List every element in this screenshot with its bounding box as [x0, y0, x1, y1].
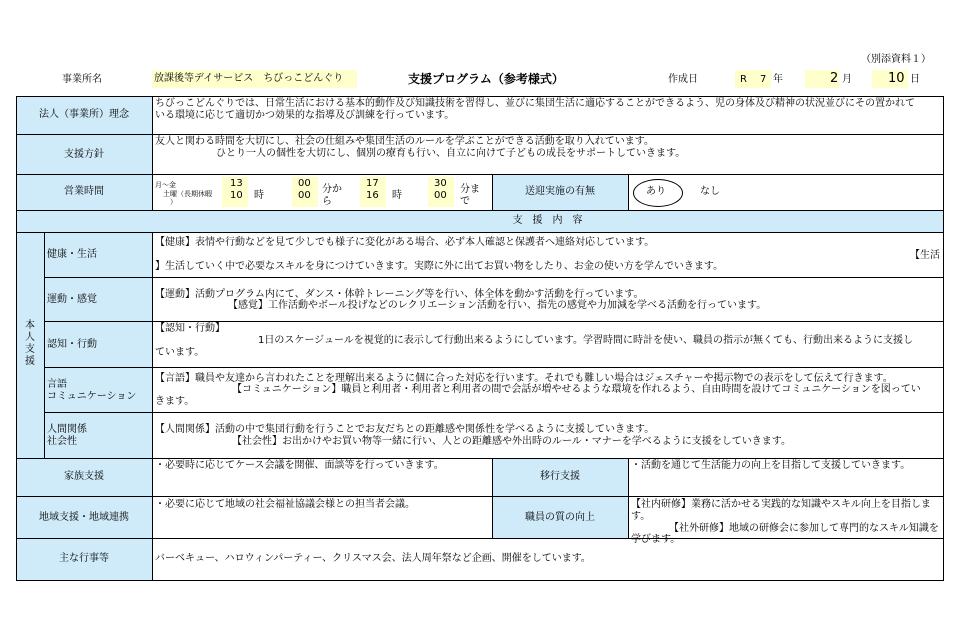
holiday-label: 土曜（長期休暇	[163, 190, 212, 198]
family-text: ・必要時に応じてケース会議を開催、面談等を行っていきます。	[155, 460, 444, 471]
holiday-end-hour: 16	[366, 190, 379, 201]
from-label-1: 分か	[322, 184, 342, 195]
cognition-text-1: 【認知・行動】	[155, 323, 225, 334]
hours-label: 営業時間	[64, 186, 104, 197]
staff-text-clip	[629, 497, 943, 545]
grid-line	[44, 277, 943, 278]
grid-line	[492, 458, 493, 538]
annex-label: （別添資料１）	[861, 54, 931, 65]
language-text-1: 【言語】職員や友達から言われたことを理解出来るように個に合った対応を行います。それでも難しい場合はジェスチャーや掲示物での表示をして伝えて行きます。	[155, 373, 893, 384]
grid-line	[16, 174, 943, 175]
cognition-text-2: 1日のスケージュールを視覚的に表示して行動出来るようにしています。学習時間に時計を使い、職員の指示が無くても、行動出来るように支援し	[258, 335, 913, 346]
language-text-2: 【コミュニケーション】職員と利用者・利用者と利用者の間で会話が増やせるような環境を作れるよう、自由時間を設けてコミュニケーションを図ってい	[232, 384, 921, 395]
until-label-1: 分ま	[460, 184, 480, 195]
grid-line	[16, 538, 943, 539]
transition-label: 移行支援	[540, 471, 580, 482]
motor-text-1: 【運動】活動プログラム内にて、ダンス・体幹トレーニング等を行い、体全体を動かす活動を行っています。	[155, 289, 644, 300]
grid-line	[152, 96, 153, 210]
motor-text-2: 【感覚】工作活動やボール投げなどのレクリエーション活動を行い、指先の感覚や力加減を学べる活動を行っています。	[228, 300, 767, 311]
transport-label: 送迎実施の有無	[525, 186, 595, 197]
hour-unit-2: 時	[392, 190, 402, 201]
transport-no: なし	[700, 186, 720, 197]
grid-line	[16, 232, 943, 233]
date-era: R	[740, 74, 747, 85]
philosophy-text-1: ちびっこどんぐりでは、日常生活における基本的動作及び知識技術を習得し、並びに集団生活に適応することができるよう、児の身体及び精神の状況並びにその置かれて	[155, 98, 915, 109]
date-year-unit: 年	[773, 74, 783, 85]
grid-line	[16, 134, 943, 135]
personal-support-label	[24, 320, 36, 368]
philosophy-text-2: いる環境に応じて適切かつ効果的な指導及び訓練を行っています。	[155, 110, 455, 121]
health-text-tail: 【生活	[910, 250, 940, 261]
office-name: 放課後等デイサービス ちびっこどんぐり	[152, 70, 357, 88]
grid-line	[44, 367, 943, 368]
policy-text-2: ひとり一人の個性を大切にし、個別の療育も行い、自立に向けて子どもの成長をサポートしていきます。	[216, 148, 686, 159]
grid-line	[943, 96, 944, 581]
date-month: 2	[830, 71, 839, 86]
holiday-start-hour: 10	[230, 190, 243, 201]
hour-unit-1: 時	[254, 190, 264, 201]
philosophy-label: 法人（事業所）理念	[39, 109, 129, 120]
staff-text-2: す。	[631, 511, 651, 522]
community-text: ・必要に応じて地域の社会福祉協議会様との担当者会議。	[155, 499, 415, 510]
page-title: 支援プログラム（参考様式）	[408, 72, 564, 86]
weekday-end-hour: 17	[366, 178, 379, 189]
holiday-label-close: ）	[170, 198, 177, 206]
staff-text-4: 学びます。	[631, 534, 681, 545]
health-text-1: 【健康】表情や行動などを見て少しでも様子に変化がある場合、必ず本人確認と保護者へ連絡対応しています。	[155, 237, 655, 248]
date-month-unit: 月	[842, 74, 852, 85]
policy-text-1: 友人と関わる時間を大切にし、社会の仕組みや集団生活のルールを学ぶことができる活動を取り入れています。	[155, 136, 654, 147]
holiday-end-minute: 00	[434, 190, 447, 201]
personal-support-char: 本	[25, 320, 35, 331]
cognition-text-3: ています。	[155, 347, 205, 358]
social-label-2: 社会性	[47, 436, 77, 447]
health-text-2: 】生活していく中で必要なスキルを身につけていきます。実際に外に出てお買い物をしたり、お金の使い方を学んでいきます。	[155, 261, 724, 272]
staff-text-3: 【社外研修】地域の研修会に参加して専門的なスキル知識を	[669, 523, 939, 534]
transport-yes: あり	[646, 186, 666, 197]
grid-line	[16, 210, 943, 211]
grid-line	[44, 232, 45, 458]
social-text-2: 【社会性】お出かけやお買い物等一緒に行い、人との距離感や外出時のルール・マナーを学べるように支援をしていきます。	[232, 436, 791, 447]
events-label: 主な行事等	[59, 553, 109, 564]
health-label: 健康・生活	[47, 249, 97, 260]
community-label: 地域支援・地域連携	[39, 512, 129, 523]
language-label-2: コミュニケーション	[47, 391, 137, 402]
grid-line	[44, 412, 943, 413]
grid-line	[152, 232, 153, 581]
transition-text: ・活動を通じて生活能力の向上を目指して支援していきます。	[631, 460, 911, 471]
cognition-label: 認知・行動	[47, 339, 97, 350]
date-day: 10	[888, 71, 905, 86]
weekday-start-hour: 13	[230, 178, 243, 189]
social-text-1: 【人間関係】活動の中で集団行動を行うことでお友だちとの距離感や関係性を学べるように支援していきます。	[155, 424, 655, 435]
events-text: バーベキュー、ハロウィンパーティー、クリスマス会、法人周年祭など企画、開催をしています。	[155, 553, 591, 564]
social-label-1: 人間関係	[47, 424, 87, 435]
language-label-1: 言語	[47, 379, 67, 390]
policy-label: 支援方針	[64, 149, 104, 160]
motor-label: 運動・感覚	[47, 294, 97, 305]
weekday-label: 月～金	[155, 181, 176, 189]
created-label: 作成日	[668, 74, 698, 85]
grid-line	[16, 96, 943, 97]
weekday-start-minute: 00	[298, 178, 311, 189]
language-text-3: きます。	[155, 396, 195, 407]
family-label: 家族支援	[64, 471, 104, 482]
personal-support-char: 支	[25, 344, 35, 355]
date-day-unit: 日	[910, 74, 920, 85]
grid-line	[16, 96, 17, 581]
staff-label: 職員の質の向上	[525, 512, 595, 523]
from-label-2: ら	[322, 196, 332, 207]
grid-line	[16, 458, 943, 459]
personal-support-char: 援	[25, 356, 35, 367]
weekday-end-minute: 30	[434, 178, 447, 189]
support-content-header: 支 援 内 容	[512, 215, 583, 226]
grid-line	[628, 174, 629, 210]
date-year: 7	[760, 74, 767, 85]
grid-line	[16, 580, 943, 581]
holiday-start-minute: 00	[298, 190, 311, 201]
personal-support-char: 人	[25, 332, 35, 343]
until-label-2: で	[460, 196, 470, 207]
office-label: 事業所名	[62, 74, 102, 85]
grid-line	[44, 321, 943, 322]
staff-text-1: 【社内研修】業務に活かせる実践的な知識やスキル向上を目指しま	[631, 499, 931, 510]
